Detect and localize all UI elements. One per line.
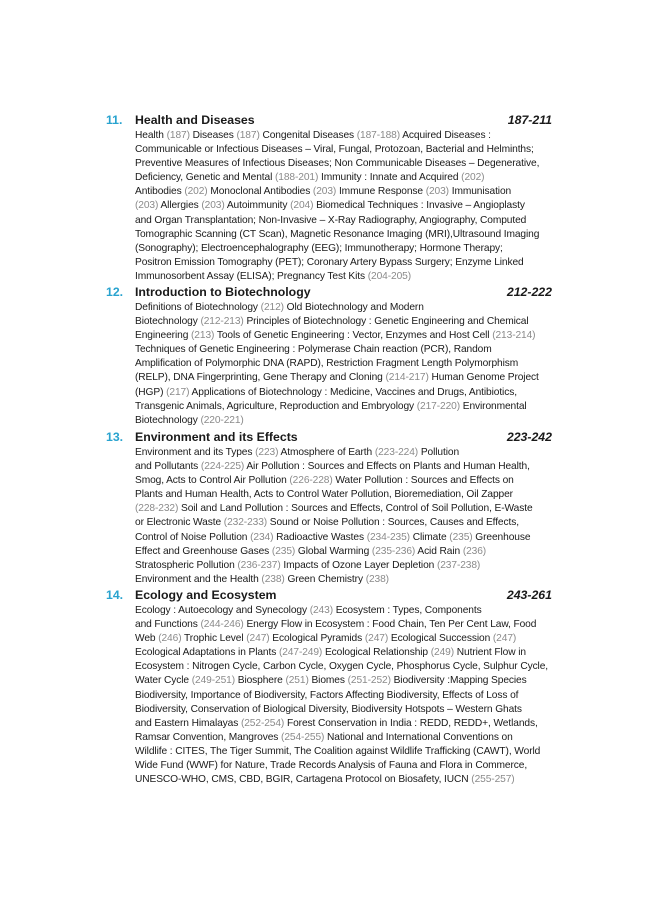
topic-text: Wide Fund (WWF) for Nature, Trade Records Analysis of Fauna and Flora in Commerce, [135,760,528,772]
topic-text: Pollution [418,447,460,458]
topic-text: Biomes [308,675,348,687]
chapter-entry [106,587,552,787]
topic-page-ref: (224-225) [200,461,245,473]
chapter-title: Health and Diseases [135,113,255,127]
topic-page-ref: (203) [425,186,449,198]
topic-line [135,559,552,573]
chapter-number: 11. [106,113,123,127]
topic-page-ref: (203) [135,200,159,212]
topic-text: Ecological Succession [388,633,493,645]
topic-line [135,228,552,242]
topic-page-ref: (203) [312,186,337,198]
topic-text: Atmosphere of Earth [278,447,375,458]
topic-text: Old Biotechnology and Modern [283,302,424,313]
topic-text: Principles of Biotechnology : Genetic Engineering and Chemical [243,316,529,328]
topic-text: and Organ Transplantation; Non-Invasive – X-Ray Radiography, Angiography, Computed [135,214,527,226]
topic-text: Climate [409,531,450,543]
topic-text: Biodiversity, Conservation of Biological Diversity, Biodiversity Hotspots – Western Ghats [135,703,522,715]
topic-text: Ecology : Autoecology and Synecology [135,605,310,616]
topic-page-ref: (212) [260,302,284,313]
topic-text: Water Cycle [135,675,192,687]
topic-line [135,773,552,787]
topic-line [135,632,552,646]
chapter-page-range: 212-222 [506,285,552,299]
topic-page-ref: (249-251) [191,675,236,687]
topic-page-ref: (188-201) [274,172,319,184]
topic-text: Preventive Measures of Infectious Diseases; Non Communicable Diseases – Degenerative, [135,158,540,170]
topic-page-ref: (254-255) [281,731,325,743]
chapter-topics [135,604,552,787]
topic-line [135,343,552,357]
topic-page-ref: (187) [166,130,190,141]
topic-line [135,660,552,674]
topic-line [135,301,552,315]
topic-text: Environmental [460,400,527,412]
topic-text: Communicable or Infectious Diseases – Viral, Fungal, Protozoan, Bacterial and Helminths; [135,144,534,156]
chapter-number: 14. [106,588,124,602]
topic-line [135,446,552,460]
topic-text: Energy Flow in Ecosystem : Food Chain, Ten Per Cent Law, Food [243,619,537,631]
topic-text: Deficiency, Genetic and Mental [135,172,275,184]
topic-text: Antibodies [135,186,185,198]
topic-text: Wildlife : CITES, The Tiger Summit, The Coalition against Wildlife Trafficking (CAWT), World [135,745,541,757]
topic-text: (RELP), DNA Fingerprinting, Gene Therapy and Cloning [135,372,386,384]
topic-line [135,371,552,385]
topic-text: Greenhouse [472,531,531,543]
topic-text: Impacts of Ozone Layer Depletion [280,559,437,571]
topic-page-ref: (212-213) [200,316,244,328]
topic-text: (Sonography); Electroencephalography (EEG); Immunotherapy; Hormone Therapy; [135,242,503,254]
topic-page-ref: (251-252) [347,675,391,687]
topic-text: or Electronic Waste [135,517,224,529]
topic-page-ref: (228-232) [135,503,179,515]
topic-text: and Pollutants [135,461,201,473]
topic-page-ref: (187) [236,130,260,141]
topic-line [135,414,552,428]
topic-text: and Functions [135,619,201,631]
topic-line [135,488,552,502]
topic-text: Immunisation [448,186,512,198]
topic-page-ref: (202) [461,172,485,184]
topic-text: Forest Conservation in India : REDD, REDD+, Wetlands, [284,717,538,729]
topic-text: Green Chemistry [284,573,366,585]
topic-line [135,460,552,474]
chapter-topics [135,129,552,284]
topic-page-ref: (249) [430,647,455,659]
topic-line [135,270,552,284]
topic-text: Acquired Diseases : [400,130,491,141]
topic-page-ref: (203) [201,200,225,212]
topic-page-ref: (220-221) [200,414,244,426]
topic-line [135,329,552,343]
topic-text: Immunity : Innate and Acquired [318,172,462,184]
topic-page-ref: (247) [492,633,517,645]
topic-page-ref: (232-233) [223,517,268,529]
topic-line [135,400,552,414]
topic-text: UNESCO-WHO, CMS, CBD, BGIR, Cartagena Protocol on Biosafety, IUCN [135,774,472,786]
topic-page-ref: (243) [309,605,333,616]
topic-page-ref: (217) [166,386,190,398]
chapter-title: Introduction to Biotechnology [135,285,311,299]
chapter-topics [135,301,552,428]
topic-text: Tools of Genetic Engineering : Vector, Enzymes and Host Cell [214,330,493,342]
topic-text: Biodiversity :Mapping Species [390,675,527,687]
topic-page-ref: (217-220) [416,400,461,412]
topic-text: Amplification of Polymorphic DNA (RAPD), Restriction Fragment Length Polymorphism [135,358,519,370]
topic-text: Ecological Relationship [322,647,431,659]
topic-page-ref: (235) [449,531,473,543]
topic-page-ref: (246) [158,633,182,645]
topic-text: Monoclonal Antibodies [207,186,313,198]
chapter-heading [106,429,552,446]
chapter-number: 12. [106,285,124,299]
chapter-page-range: 243-261 [506,588,552,602]
topic-line [135,745,552,759]
topic-line [135,618,552,632]
chapter-page-range: 223-242 [506,430,552,444]
topic-text: Techniques of Genetic Engineering : Polymerase Chain reaction (PCR), Random [135,344,492,356]
topic-line [135,646,552,660]
topic-text: National and International Conventions on [324,731,513,743]
topic-page-ref: (202) [184,186,208,198]
topic-page-ref: (247) [364,633,389,645]
topic-line [135,129,552,143]
topic-text: Diseases [189,130,237,141]
topic-text: Biotechnology [135,414,201,426]
chapter-title: Ecology and Ecosystem [135,588,277,602]
topic-line [135,256,552,270]
topic-line [135,545,552,559]
topic-page-ref: (244-246) [200,619,244,631]
topic-text: Ecological Adaptations in Plants [135,647,279,659]
chapter-heading [106,112,552,129]
topic-page-ref: (213) [191,330,215,342]
topic-line [135,731,552,745]
topic-page-ref: (247) [246,633,270,645]
topic-page-ref: (236-237) [237,559,281,571]
topic-page-ref: (226-228) [289,475,333,487]
topic-text: Control of Noise Pollution [135,531,251,543]
topic-page-ref: (234) [250,531,274,543]
topic-line [135,531,552,545]
topic-text: Ecosystem : Nitrogen Cycle, Carbon Cycle, Oxygen Cycle, Phosphorus Cycle, Sulphur Cycle, [135,661,549,673]
topic-text: Ramsar Convention, Mangroves [135,731,282,743]
topic-line [135,157,552,171]
topic-page-ref: (234-235) [366,531,410,543]
topic-text: Plants and Human Health, Acts to Control Water Pollution, Bioremediation, Oil Zapper [135,489,513,501]
topic-line [135,199,552,213]
chapter-heading [106,284,552,301]
topic-line [135,674,552,688]
topic-text: and Eastern Himalayas [135,717,241,729]
topic-page-ref: (238) [365,573,389,585]
topic-text: Acid Rain [415,545,463,557]
topic-line [135,386,552,400]
topic-text: Immunosorbent Assay (ELISA); Pregnancy Test Kits [135,270,368,282]
topic-text: Effect and Greenhouse Gases [135,545,272,557]
topic-text: Stratospheric Pollution [135,559,238,571]
topic-page-ref: (252-254) [240,717,285,729]
chapter-number: 13. [106,430,124,444]
topic-line [135,474,552,488]
topic-text: Applications of Biotechnology : Medicine, Vaccines and Drugs, Antibiotics, [189,386,517,398]
topic-text: Sound or Noise Pollution : Sources, Causes and Effects, [267,517,519,529]
chapter-entry [106,284,552,428]
chapter-heading [106,587,552,604]
topic-text: Engineering [135,330,192,342]
topic-line [135,689,552,703]
topic-line [135,604,552,618]
topic-text: Autoimmunity [224,200,291,212]
topic-text: Smog, Acts to Control Air Pollution [135,475,290,487]
chapter-entry [106,112,552,284]
topic-page-ref: (214-217) [385,372,429,384]
topic-text: Radioactive Wastes [273,531,367,543]
topic-page-ref: (213-214) [492,330,536,342]
topic-text: Trophic Level [181,633,247,645]
topic-page-ref: (187-188) [356,130,401,141]
topic-text: Tomographic Scanning (CT Scan), Magnetic Resonance Imaging (MRI),Ultrasound Imaging [135,228,540,240]
topic-page-ref: (204) [290,200,314,212]
topic-text: Ecological Pyramids [269,633,365,645]
topic-page-ref: (223) [255,447,279,458]
chapter-entry [106,429,552,587]
topic-line [135,357,552,371]
topic-line [135,143,552,157]
topic-text: Global Warming [295,545,372,557]
topic-line [135,242,552,256]
topic-line [135,502,552,516]
topic-line [135,516,552,530]
topic-page-ref: (251) [285,675,309,687]
topic-text: Biomedical Techniques : Invasive – Angioplasty [313,200,525,212]
topic-page-ref: (236) [462,545,487,557]
topic-text: Web [135,633,159,645]
chapter-topics [135,446,552,587]
topic-text: Biodiversity, Importance of Biodiversity, Factors Affecting Biodiversity, Effects of Loss of [135,689,519,701]
topic-text: Biotechnology [135,316,201,328]
topic-page-ref: (237-238) [436,559,481,571]
topic-text: Congenital Diseases [259,130,357,141]
topic-text: (HGP) [135,386,167,398]
topic-text: Health [135,130,167,141]
topic-page-ref: (255-257) [471,774,515,786]
topic-text: Biosphere [235,675,286,687]
chapter-title: Environment and its Effects [135,430,298,444]
topic-text: Environment and its Types [135,447,256,458]
topic-line [135,315,552,329]
topic-line [135,703,552,717]
topic-page-ref: (223-224) [374,447,419,458]
topic-text: Water Pollution : Sources and Effects on [332,475,514,487]
topic-text: Soil and Land Pollution : Sources and Effects, Control of Soil Pollution, E-Waste [178,503,533,515]
topic-page-ref: (204-205) [367,270,412,282]
topic-text: Definitions of Biotechnology [135,302,261,313]
topic-line [135,717,552,731]
topic-text: Ecosystem : Types, Components [333,605,482,616]
topic-text: Nutrient Flow in [454,647,526,659]
chapter-page-range: 187-211 [507,113,552,127]
topic-page-ref: (235) [271,545,296,557]
topic-text: Immune Response [336,186,426,198]
topic-text: Air Pollution : Sources and Effects on Plants and Human Health, [244,461,530,473]
topic-text: Environment and the Health [135,573,262,585]
topic-line [135,759,552,773]
topic-text: Positron Emission Tomography (PET); Coronary Artery Bypass Surgery; Enzyme Linked [135,256,524,268]
topic-page-ref: (238) [261,573,285,585]
topic-text: Human Genome Project [428,372,539,384]
topic-text: Transgenic Animals, Agriculture, Reproduction and Embryology [135,400,417,412]
topic-line [135,214,552,228]
topic-line [135,171,552,185]
topic-line [135,573,552,587]
topic-page-ref: (235-236) [371,545,416,557]
topic-line [135,185,552,199]
topic-page-ref: (247-249) [278,647,323,659]
topic-text: Allergies [158,200,202,212]
